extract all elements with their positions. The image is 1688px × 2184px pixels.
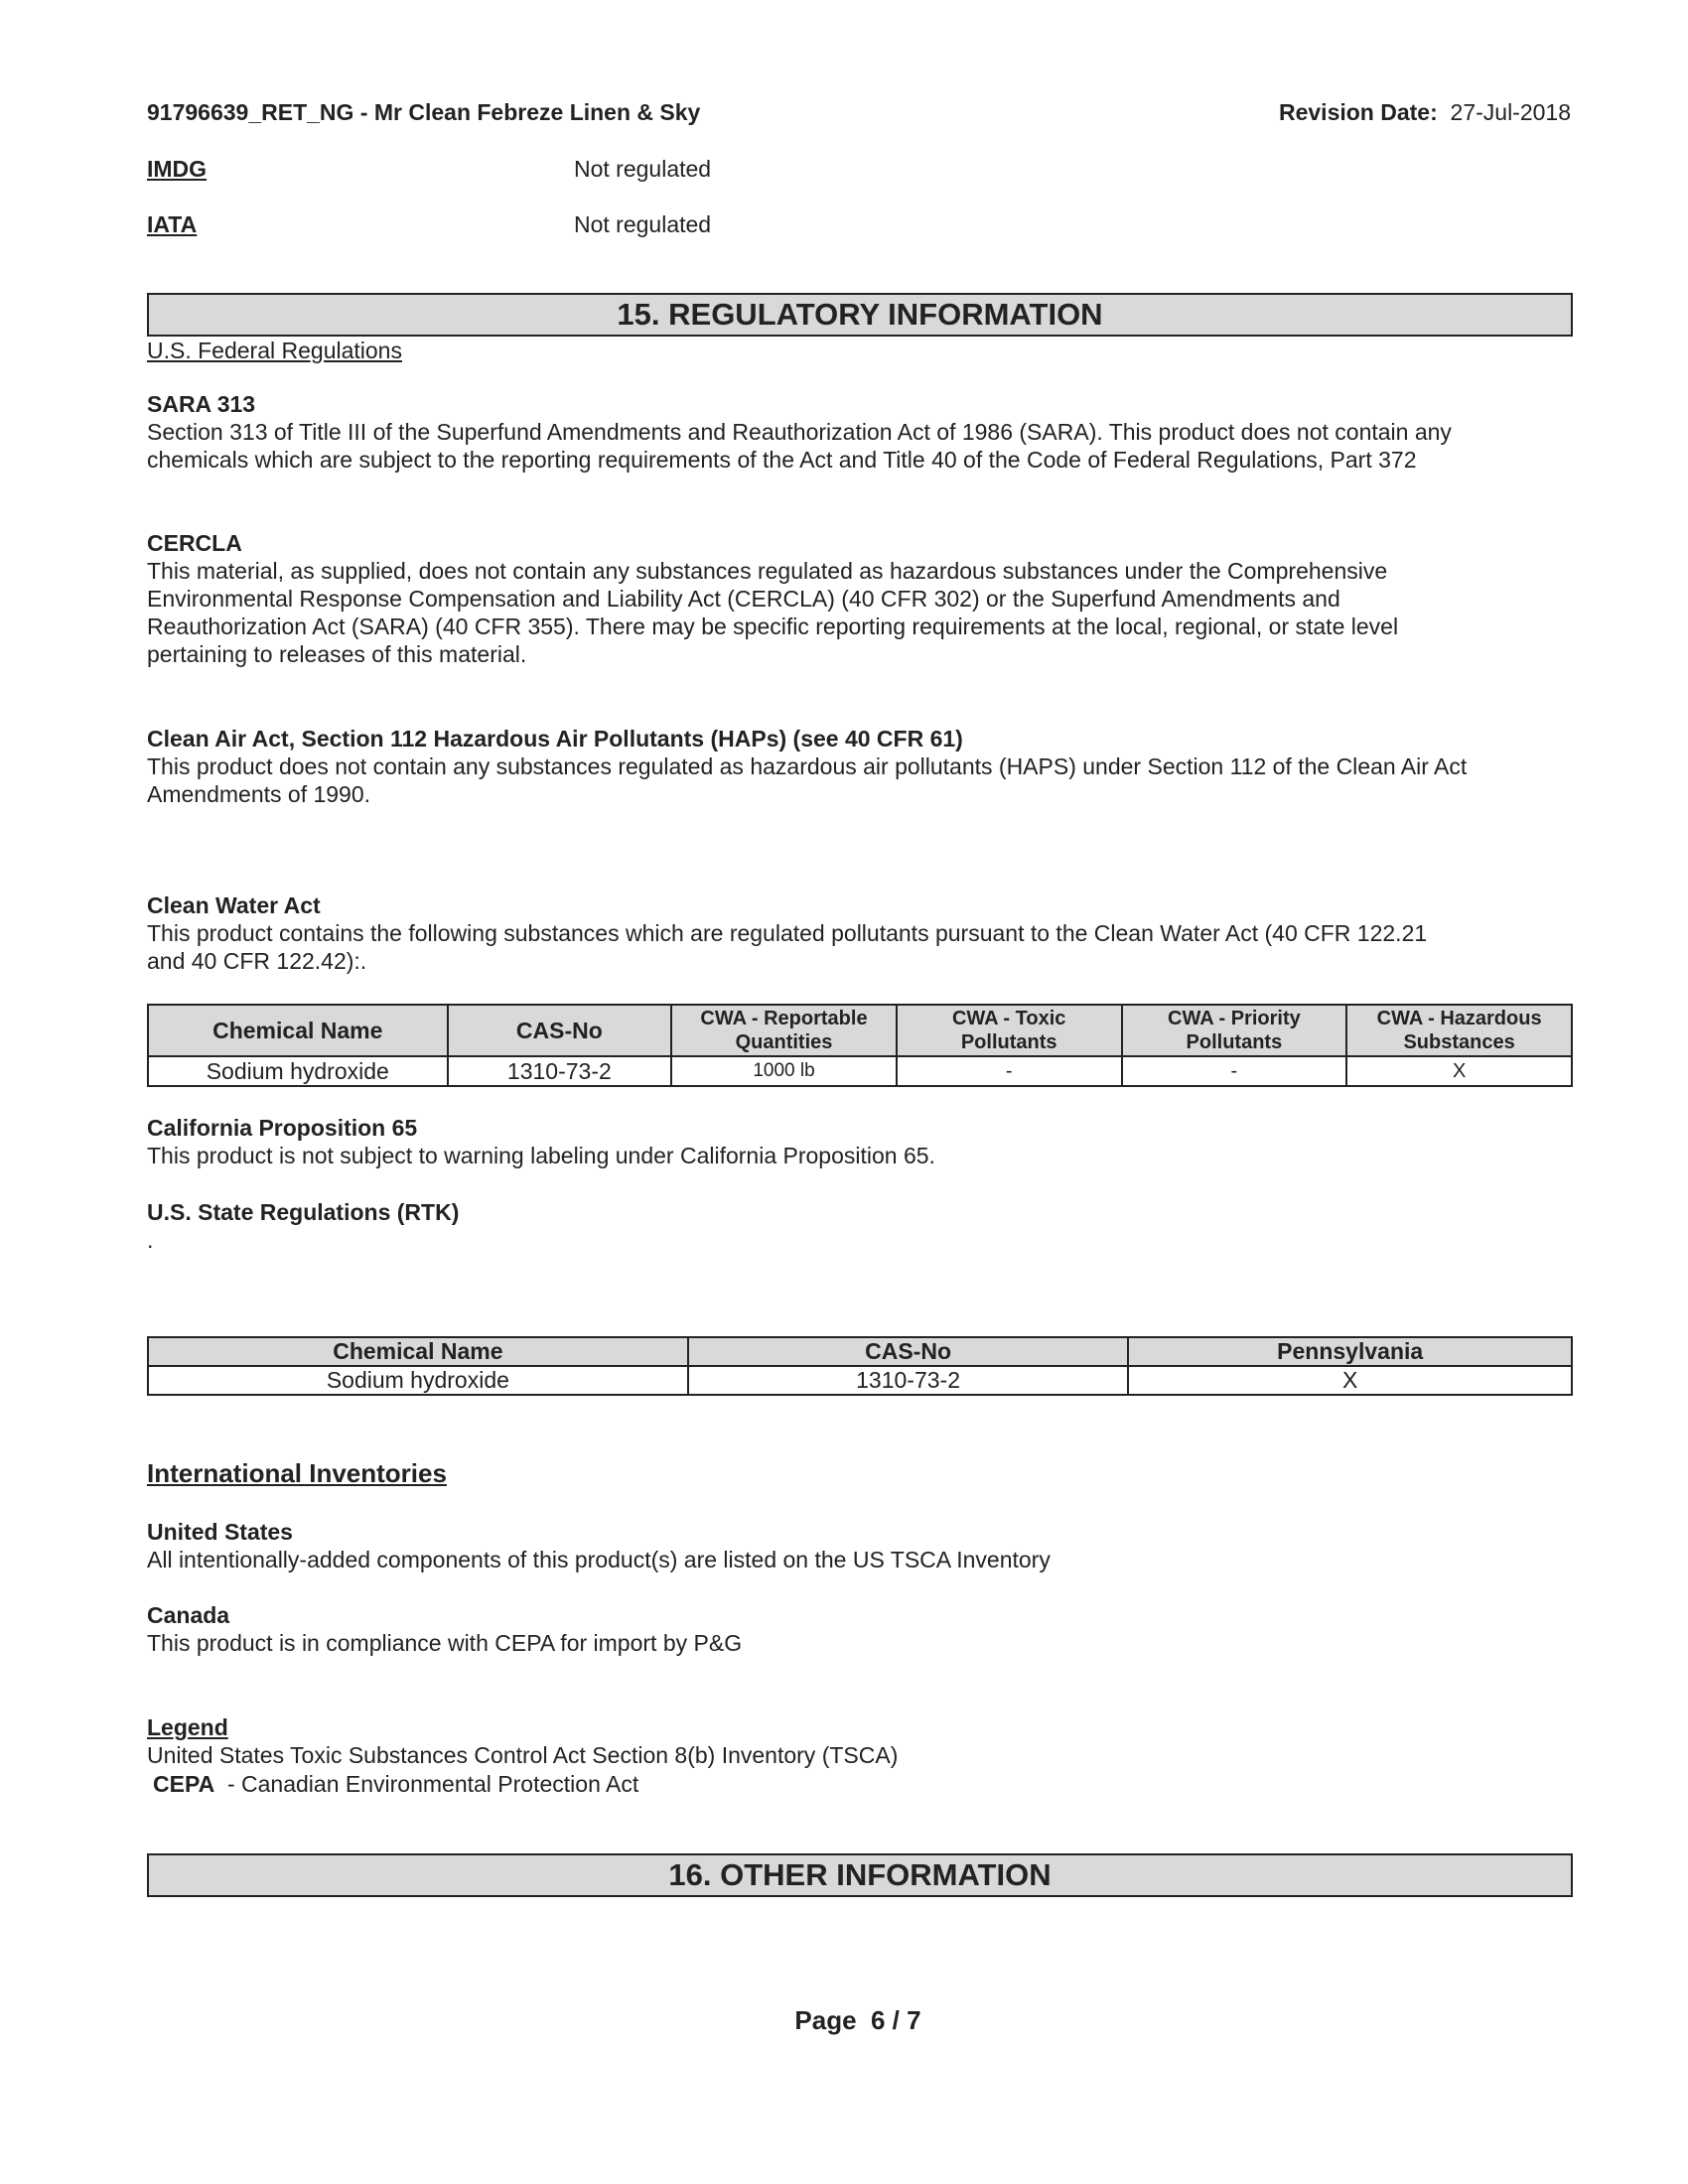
international-inventories-heading: International Inventories	[147, 1458, 447, 1488]
revision-date-label: Revision Date:	[1278, 99, 1438, 125]
cwa-cell-hazardous-substances: X	[1346, 1056, 1572, 1086]
canada-heading: Canada	[147, 1602, 230, 1628]
section-16-title: 16. OTHER INFORMATION	[147, 1853, 1573, 1897]
cwa-header-chemical-name: Chemical Name	[148, 1005, 448, 1056]
sara-313-text	[147, 418, 1569, 474]
cwa-cell-toxic-pollutants: -	[897, 1056, 1122, 1086]
cwa-header-hazardous-substances	[1346, 1005, 1572, 1056]
cwa-header-rq-line2: Quantities	[735, 1031, 833, 1053]
legend-cepa-text: - Canadian Environmental Protection Act	[214, 1771, 639, 1797]
rtk-table	[147, 1336, 1573, 1396]
legend-tsca-text: United States Toxic Substances Control Act Section 8(b) Inventory (TSCA)	[147, 1742, 899, 1768]
cwa-cell-priority-pollutants: -	[1122, 1056, 1347, 1086]
cercla-line-1: This material, as supplied, does not contain any substances regulated as hazardous substances under the Comprehensive	[147, 558, 1388, 584]
cwa-header-priority-pollutants	[1122, 1005, 1347, 1056]
document-header-product: 91796639_RET_NG - Mr Clean Febreze Linen & Sky	[147, 99, 701, 125]
cwa-line-1: This product contains the following substances which are regulated pollutants pursuant to the Clean Water Act (40 CFR 122.21	[147, 920, 1428, 946]
cercla-line-2: Environmental Response Compensation and Liability Act (CERCLA) (40 CFR 302) or the Superfund Amendments and	[147, 586, 1340, 612]
cercla-line-3: Reauthorization Act (SARA) (40 CFR 355). There may be specific reporting requirements at the local, regional, or state level	[147, 614, 1399, 639]
table-row	[148, 1056, 1572, 1086]
cwa-header-pp-line2: Pollutants	[1186, 1031, 1283, 1053]
cwa-cell-cas-no: 1310-73-2	[448, 1056, 672, 1086]
united-states-heading: United States	[147, 1519, 293, 1545]
rtk-table-header-row	[148, 1337, 1572, 1366]
cwa-header-tp-line1: CWA - Toxic	[951, 1008, 1066, 1029]
prop65-heading: California Proposition 65	[147, 1115, 418, 1141]
cercla-line-4: pertaining to releases of this material.	[147, 641, 527, 667]
rtk-header-chemical-name: Chemical Name	[148, 1337, 688, 1366]
caa-line-2: Amendments of 1990.	[147, 781, 371, 807]
clean-water-act-heading: Clean Water Act	[147, 892, 321, 918]
clean-air-act-text	[147, 752, 1569, 808]
sds-page	[147, 0, 1571, 2184]
rtk-text: .	[147, 1227, 154, 1253]
cwa-line-2: and 40 CFR 122.42):.	[147, 948, 367, 974]
prop65-text: This product is not subject to warning labeling under California Proposition 65.	[147, 1143, 935, 1168]
legend-cepa-abbr: CEPA	[153, 1771, 215, 1797]
rtk-header-pennsylvania: Pennsylvania	[1128, 1337, 1572, 1366]
federal-regulations-heading: U.S. Federal Regulations	[147, 338, 402, 363]
revision-date	[1279, 99, 1571, 126]
united-states-text: All intentionally-added components of this product(s) are listed on the US TSCA Inventory	[147, 1547, 1051, 1572]
sara-line-1: Section 313 of Title III of the Superfund Amendments and Reauthorization Act of 1986 (SARA). This product does not contain any	[147, 419, 1452, 445]
revision-date-value: 27-Jul-2018	[1450, 99, 1571, 125]
cwa-header-cas-no: CAS-No	[448, 1005, 672, 1056]
cwa-table	[147, 1004, 1573, 1087]
rtk-header-cas-no: CAS-No	[688, 1337, 1129, 1366]
cwa-header-pp-line1: CWA - Priority	[1168, 1008, 1301, 1029]
cwa-table-header-row	[148, 1005, 1572, 1056]
sara-313-heading: SARA 313	[147, 391, 256, 417]
cwa-header-hs-line2: Substances	[1403, 1031, 1515, 1053]
page-number: Page 6 / 7	[794, 2005, 921, 2035]
caa-line-1: This product does not contain any substances regulated as hazardous air pollutants (HAPS) under Section 112 of the Clean Air Act	[147, 753, 1468, 779]
sara-line-2: chemicals which are subject to the reporting requirements of the Act and Title 40 of the Code of Federal Regulations, Part 372	[147, 447, 1417, 473]
clean-water-act-text	[147, 919, 1569, 975]
cwa-header-rq-line1: CWA - Reportable	[700, 1008, 868, 1029]
section-15-title: 15. REGULATORY INFORMATION	[147, 293, 1573, 337]
iata-label: IATA	[147, 211, 198, 237]
legend-heading: Legend	[147, 1714, 228, 1740]
rtk-heading: U.S. State Regulations (RTK)	[147, 1199, 460, 1225]
table-row	[148, 1366, 1572, 1395]
cwa-cell-reportable-quantities: 1000 lb	[671, 1056, 897, 1086]
cwa-cell-chemical-name: Sodium hydroxide	[148, 1056, 448, 1086]
imdg-value: Not regulated	[574, 156, 712, 182]
iata-value: Not regulated	[574, 211, 712, 237]
cwa-header-hs-line1: CWA - Hazardous	[1376, 1008, 1542, 1029]
canada-text: This product is in compliance with CEPA for import by P&G	[147, 1630, 743, 1656]
imdg-label: IMDG	[147, 156, 208, 182]
cwa-header-reportable-quantities	[671, 1005, 897, 1056]
cercla-text	[147, 557, 1569, 668]
legend-cepa	[153, 1770, 1575, 1798]
cwa-header-tp-line2: Pollutants	[960, 1031, 1057, 1053]
cwa-header-toxic-pollutants	[897, 1005, 1122, 1056]
rtk-cell-cas-no: 1310-73-2	[688, 1366, 1129, 1395]
rtk-cell-chemical-name: Sodium hydroxide	[148, 1366, 688, 1395]
cercla-heading: CERCLA	[147, 530, 242, 556]
clean-air-act-heading: Clean Air Act, Section 112 Hazardous Air Pollutants (HAPs) (see 40 CFR 61)	[147, 726, 963, 751]
rtk-cell-pennsylvania: X	[1128, 1366, 1572, 1395]
